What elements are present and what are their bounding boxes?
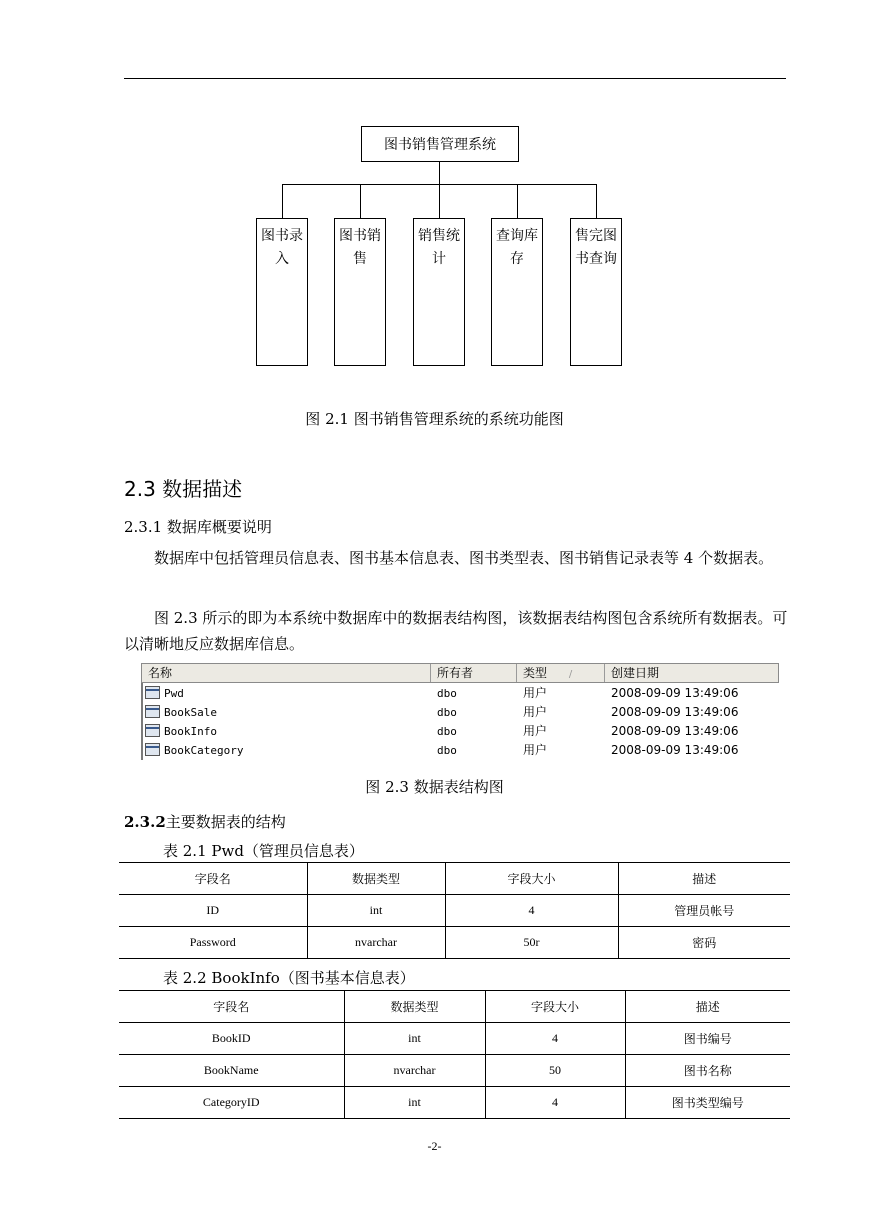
- table-header-cell: 描述: [618, 863, 790, 895]
- item-name: BookSale: [164, 706, 217, 719]
- table-header-cell: 字段名: [119, 863, 307, 895]
- table-cell: nvarchar: [344, 1055, 485, 1087]
- table-list-view: [141, 663, 779, 760]
- table-cell: 管理员帐号: [618, 895, 790, 927]
- item-created: 2008-09-09 13:49:06: [611, 724, 739, 738]
- page-number: -2-: [427, 1139, 442, 1153]
- table-row: [119, 1087, 790, 1119]
- table-cell: 4: [485, 1023, 625, 1055]
- table-header-cell: 描述: [625, 991, 790, 1023]
- item-type: 用户: [523, 686, 548, 700]
- table-cell: Password: [119, 927, 307, 959]
- table-cell: 图书名称: [625, 1055, 790, 1087]
- table-icon: [145, 743, 160, 756]
- org-connector-drop: [517, 184, 518, 218]
- item-owner: dbo: [437, 706, 457, 719]
- table-cell: BookName: [119, 1055, 344, 1087]
- table-cell: int: [344, 1087, 485, 1119]
- subsection-number: 2.3.2: [124, 813, 166, 831]
- org-leaf-box: 销售统计: [413, 218, 465, 366]
- table-2-1-caption: 表 2.1 Pwd（管理员信息表）: [163, 842, 364, 860]
- table-cell: 密码: [618, 927, 790, 959]
- table-header-cell: 字段大小: [485, 991, 625, 1023]
- list-item[interactable]: [141, 703, 779, 722]
- sort-arrow-icon: /: [568, 669, 573, 680]
- org-connector-drop: [439, 184, 440, 218]
- list-header: [141, 663, 779, 683]
- table-2-1: [119, 862, 790, 959]
- paragraph: 图 2.3 所示的即为本系统中数据库中的数据表结构图，该数据表结构图包含系统所有数据表。可以清晰地反应数据库信息。: [124, 609, 788, 653]
- table-header-cell: 字段大小: [445, 863, 618, 895]
- table-header-row: [119, 991, 790, 1023]
- figure-2-3-caption: 图 2.3 数据表结构图: [365, 778, 504, 796]
- table-cell: ID: [119, 895, 307, 927]
- org-connector-drop: [596, 184, 597, 218]
- org-connector-vertical: [439, 162, 440, 184]
- column-header-type[interactable]: [517, 664, 605, 682]
- table-icon: [145, 705, 160, 718]
- item-created: 2008-09-09 13:49:06: [611, 705, 739, 719]
- table-icon: [145, 724, 160, 737]
- section-heading: 2.3 数据描述: [124, 477, 243, 501]
- table-2-2-caption: 表 2.2 BookInfo（图书基本信息表）: [163, 969, 415, 987]
- subsection-heading-2-3-2: [124, 811, 286, 832]
- table-header-cell: 数据类型: [344, 991, 485, 1023]
- table-cell: int: [307, 895, 445, 927]
- table-cell: int: [344, 1023, 485, 1055]
- item-name: Pwd: [164, 687, 184, 700]
- column-header-owner[interactable]: 所有者: [431, 664, 517, 682]
- table-cell: 50: [485, 1055, 625, 1087]
- item-owner: dbo: [437, 744, 457, 757]
- table-cell: 4: [485, 1087, 625, 1119]
- header-rule: [124, 78, 786, 79]
- org-leaf-box: 售完图书查询: [570, 218, 622, 366]
- org-leaf-box: 图书销售: [334, 218, 386, 366]
- item-type: 用户: [523, 724, 548, 738]
- column-header-type-label: 类型: [523, 666, 548, 680]
- table-row: [119, 1055, 790, 1087]
- table-header-row: [119, 863, 790, 895]
- paragraph: 数据库中包括管理员信息表、图书基本信息表、图书类型表、图书销售记录表等 4 个数据表。: [154, 549, 774, 567]
- table-header-cell: 字段名: [119, 991, 344, 1023]
- subsection-title: 主要数据表的结构: [165, 813, 286, 831]
- subsection-heading: 2.3.1 数据库概要说明: [124, 518, 272, 536]
- table-header-cell: 数据类型: [307, 863, 445, 895]
- table-row: [119, 1023, 790, 1055]
- list-item[interactable]: [141, 741, 779, 760]
- table-cell: nvarchar: [307, 927, 445, 959]
- item-owner: dbo: [437, 687, 457, 700]
- org-connector-drop: [282, 184, 283, 218]
- table-cell: BookID: [119, 1023, 344, 1055]
- table-cell: CategoryID: [119, 1087, 344, 1119]
- table-cell: 50r: [445, 927, 618, 959]
- list-item[interactable]: [141, 684, 779, 703]
- table-cell: 图书类型编号: [625, 1087, 790, 1119]
- item-type: 用户: [523, 705, 548, 719]
- table-2-2: [119, 990, 790, 1119]
- item-owner: dbo: [437, 725, 457, 738]
- table-row: [119, 895, 790, 927]
- item-created: 2008-09-09 13:49:06: [611, 743, 739, 757]
- list-item[interactable]: [141, 722, 779, 741]
- table-icon: [145, 686, 160, 699]
- org-root-box: 图书销售管理系统: [361, 126, 519, 162]
- item-created: 2008-09-09 13:49:06: [611, 686, 739, 700]
- column-header-name[interactable]: 名称: [142, 664, 431, 682]
- table-cell: 图书编号: [625, 1023, 790, 1055]
- org-leaf-box: 图书录入: [256, 218, 308, 366]
- item-type: 用户: [523, 743, 548, 757]
- org-leaf-box: 查询库存: [491, 218, 543, 366]
- org-connector-drop: [360, 184, 361, 218]
- table-row: [119, 927, 790, 959]
- item-name: BookCategory: [164, 744, 244, 757]
- table-cell: 4: [445, 895, 618, 927]
- figure-2-1-caption: 图 2.1 图书销售管理系统的系统功能图: [305, 410, 564, 428]
- item-name: BookInfo: [164, 725, 217, 738]
- column-header-created[interactable]: 创建日期: [611, 666, 660, 680]
